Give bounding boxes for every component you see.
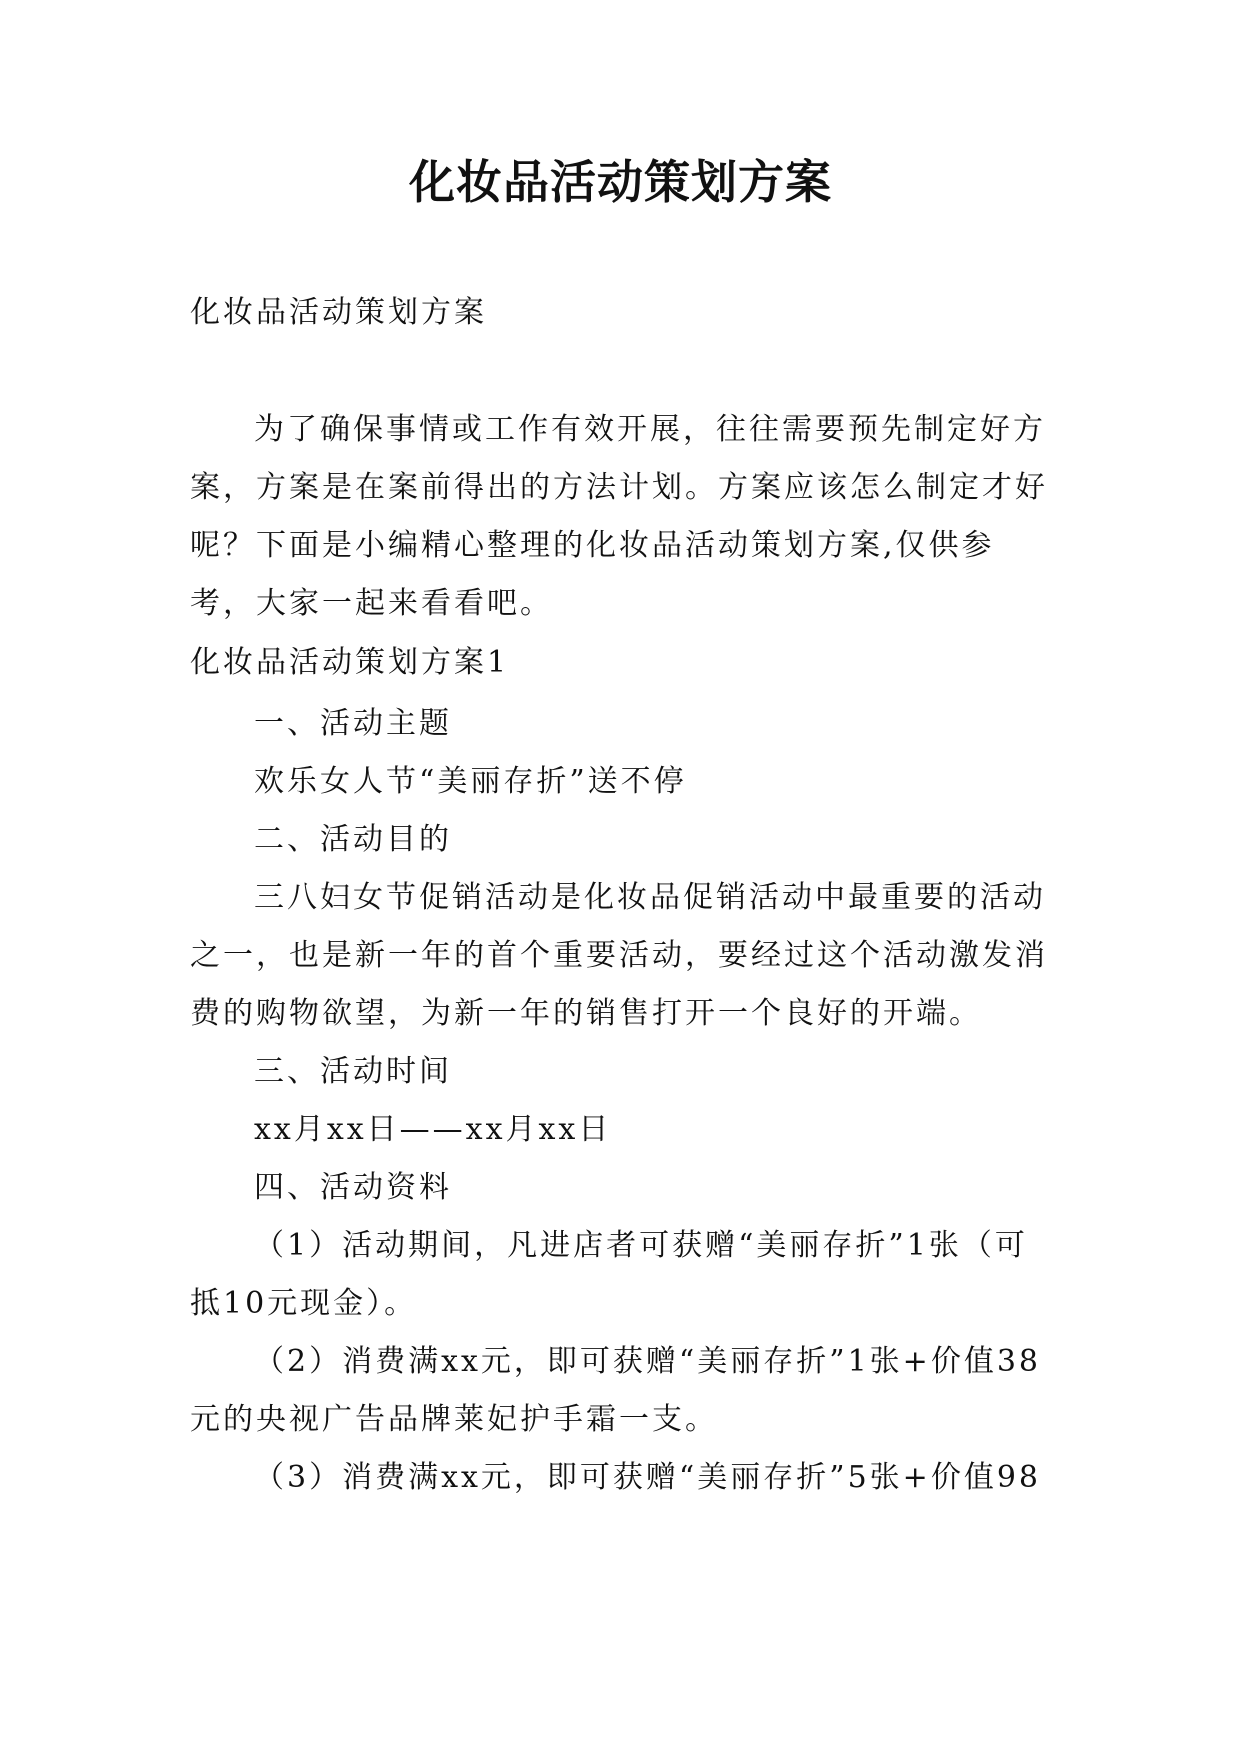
document-title: 化妆品活动策划方案	[409, 155, 832, 209]
heading-activity-time: 三、活动时间	[254, 1054, 452, 1089]
activity-purpose-text: 三八妇女节促销活动是化妆品促销活动中最重要的活动之一，也是新一年的首个重要活动，要经过这个活动激发消费的购物欲望，为新一年的销售打开一个良好的开端。	[190, 880, 1048, 1031]
intro-paragraph: 为了确保事情或工作有效开展，往往需要预先制定好方案，方案是在案前得出的方法计划。方案应该怎么制定才好呢？下面是小编精心整理的化妆品活动策划方案,仅供参考，大家一起来看看吧。	[190, 412, 1048, 621]
content-item-3: （3）消费满xx元，即可获赠“美丽存折”5张+价值98	[254, 1460, 1041, 1495]
section-body	[190, 695, 1050, 1507]
heading-activity-purpose: 二、活动目的	[254, 822, 452, 857]
heading-activity-theme: 一、活动主题	[254, 706, 452, 741]
content-item-1: （1）活动期间，凡进店者可获赠“美丽存折”1张（可抵10元现金）。	[190, 1228, 1028, 1321]
section-heading: 化妆品活动策划方案1	[190, 645, 510, 680]
heading-activity-content: 四、活动资料	[254, 1170, 452, 1205]
document-subtitle: 化妆品活动策划方案	[190, 295, 487, 330]
content-item-2: （2）消费满xx元，即可获赠“美丽存折”1张+价值38元的央视广告品牌莱妃护手霜一支。	[190, 1344, 1041, 1437]
activity-time-text: xx月xx日——xx月xx日	[254, 1112, 612, 1147]
activity-theme-text: 欢乐女人节“美丽存折”送不停	[254, 764, 687, 799]
